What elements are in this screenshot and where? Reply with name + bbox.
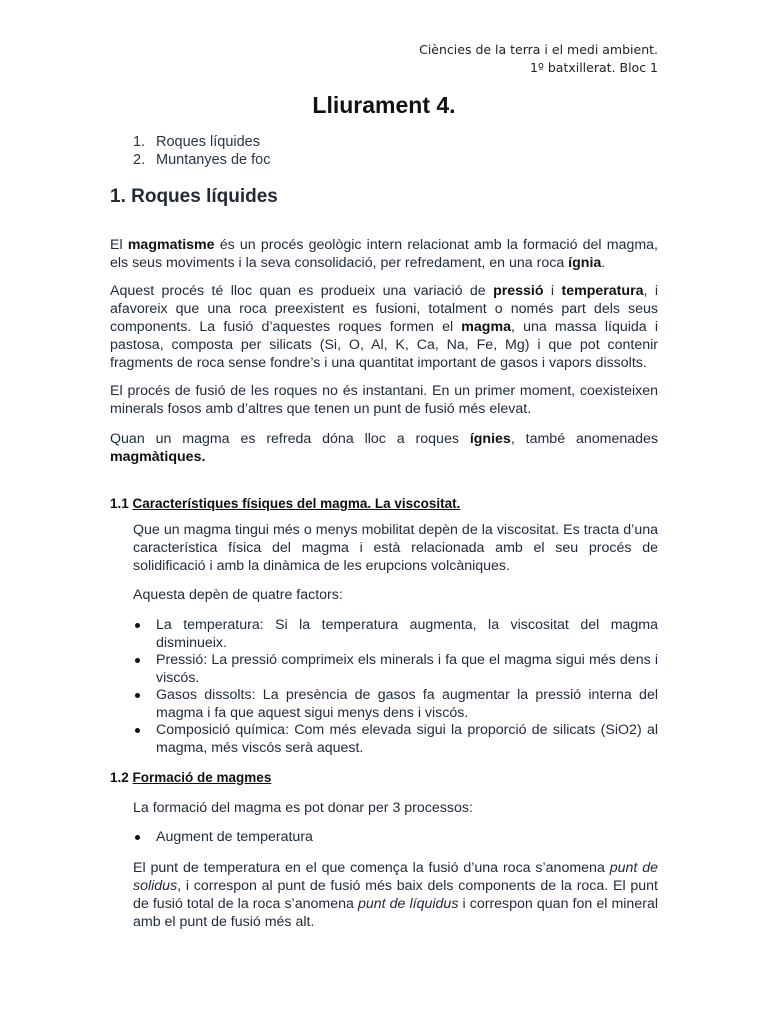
paragraph-magma-formation: La formació del magma es pot donar per 3 processos: xyxy=(133,800,473,816)
bullet-icon xyxy=(135,623,140,628)
list-item-text: La temperatura: Si la temperatura augmenta, la viscositat del magma disminueix. xyxy=(156,617,658,651)
text-run: i correspon quan fon el mineral amb el punt de fusió més alt. xyxy=(133,896,658,930)
text-run: Quan un magma es refreda dóna lloc a roques xyxy=(110,431,470,447)
list-item xyxy=(133,829,658,847)
text-run: El punt de temperatura en el que comença la fusió d’una roca s’anomena xyxy=(133,860,610,876)
list-item-text: Augment de temperatura xyxy=(156,829,313,845)
bullet-icon xyxy=(135,728,140,733)
toc-item-label: Roques líquides xyxy=(156,134,260,150)
toc-item-label: Muntanyes de foc xyxy=(156,152,271,168)
list-item xyxy=(133,617,658,652)
text-run: El xyxy=(110,237,128,253)
bullet-icon xyxy=(135,693,140,698)
paragraph-factors-intro: Aquesta depèn de quatre factors: xyxy=(133,587,343,603)
factors-list xyxy=(133,617,658,757)
bold-term: temperatura xyxy=(561,283,644,299)
bold-term: magmàtiques. xyxy=(110,449,206,465)
bullet-icon xyxy=(135,835,140,840)
toc-item-number: 2. xyxy=(133,152,146,168)
page-header xyxy=(419,41,658,77)
bold-term: pressió xyxy=(493,283,544,299)
bold-term: ígnies xyxy=(469,431,511,447)
text-run: Aquest procés té lloc quan es produeix una variació de xyxy=(110,283,494,299)
bold-term: magma xyxy=(461,319,511,335)
subsection-heading xyxy=(110,770,271,785)
text-run: . xyxy=(601,255,606,271)
italic-term: punt de líquidus xyxy=(357,896,459,912)
table-of-contents xyxy=(133,133,270,169)
list-item-text: Pressió: La pressió comprimeix els minerals i fa que el magma sigui més dens i viscós. xyxy=(156,652,658,686)
header-subject: Ciències de la terra i el medi ambient. xyxy=(419,42,658,57)
subsection-number: 1.1 xyxy=(110,496,133,511)
processes-list xyxy=(133,829,658,847)
section-heading: 1. Roques líquides xyxy=(110,186,278,207)
paragraph-fusion: El procés de fusió de les roques no és instantani. En un primer moment, coexisteixen minerals fosos amb d’altres que tenen un punt de fusió més elevat. xyxy=(110,383,658,417)
text-run: , també anomenades xyxy=(510,431,659,447)
subsection-title: Característiques físiques del magma. La viscositat. xyxy=(132,496,461,511)
text-run: , una massa líquida i pastosa, composta per silicats (Si, O, Al, K, Ca, Na, Fe, Mg) i que pot contenir fragments de roca sense fondre’s i una quantitat important de gasos i vapors dissolts. xyxy=(110,319,658,371)
bold-term: magmatisme xyxy=(127,237,215,253)
list-item-text: Gasos dissolts: La presència de gasos fa augmentar la pressió interna del magma i fa que aquest sigui menys dens i viscós. xyxy=(156,687,658,721)
text-run: , i afavoreix que una roca preexistent es fusioni, totalment o només part dels seus components. La fusió d’aquestes roques formen el xyxy=(110,283,658,335)
paragraph-magmatism xyxy=(110,236,658,272)
list-item xyxy=(133,722,658,757)
text-run: , i correspon al punt de fusió més baix dels components de la roca. El punt de fusió total de la roca s’anomena xyxy=(133,878,658,912)
toc-item xyxy=(133,133,270,151)
header-course: 1º batxillerat. Bloc 1 xyxy=(530,60,658,75)
paragraph-viscosity: Que un magma tingui més o menys mobilitat depèn de la viscositat. Es tracta d’una característica física del magma i està relacionada amb el seu procés de solidificació i amb la dinàmica de les erupcions volcàniques. xyxy=(133,522,658,574)
subsection-title: Formació de magmes xyxy=(132,770,272,785)
paragraph-igneous xyxy=(110,430,658,466)
subsection-number: 1.2 xyxy=(110,770,133,785)
paragraph-process xyxy=(110,282,658,372)
paragraph-melting-point xyxy=(133,859,658,931)
toc-item xyxy=(133,151,270,169)
text-run: és un procés geològic intern relacionat amb la formació del magma, els seus moviments i la seva consolidació, per refredament, en una roca xyxy=(110,237,659,271)
list-item xyxy=(133,687,658,722)
list-item xyxy=(133,652,658,687)
text-run: i xyxy=(543,283,562,299)
list-item-text: Composició química: Com més elevada sigui la proporció de silicats (SiO2) al magma, més viscós serà aquest. xyxy=(156,722,658,756)
document-title: Lliurament 4. xyxy=(312,92,456,118)
bold-term: ígnia xyxy=(568,255,602,271)
bullet-icon xyxy=(135,658,140,663)
italic-term: punt de solidus xyxy=(133,860,658,894)
subsection-heading xyxy=(110,496,460,511)
toc-item-number: 1. xyxy=(133,134,146,150)
